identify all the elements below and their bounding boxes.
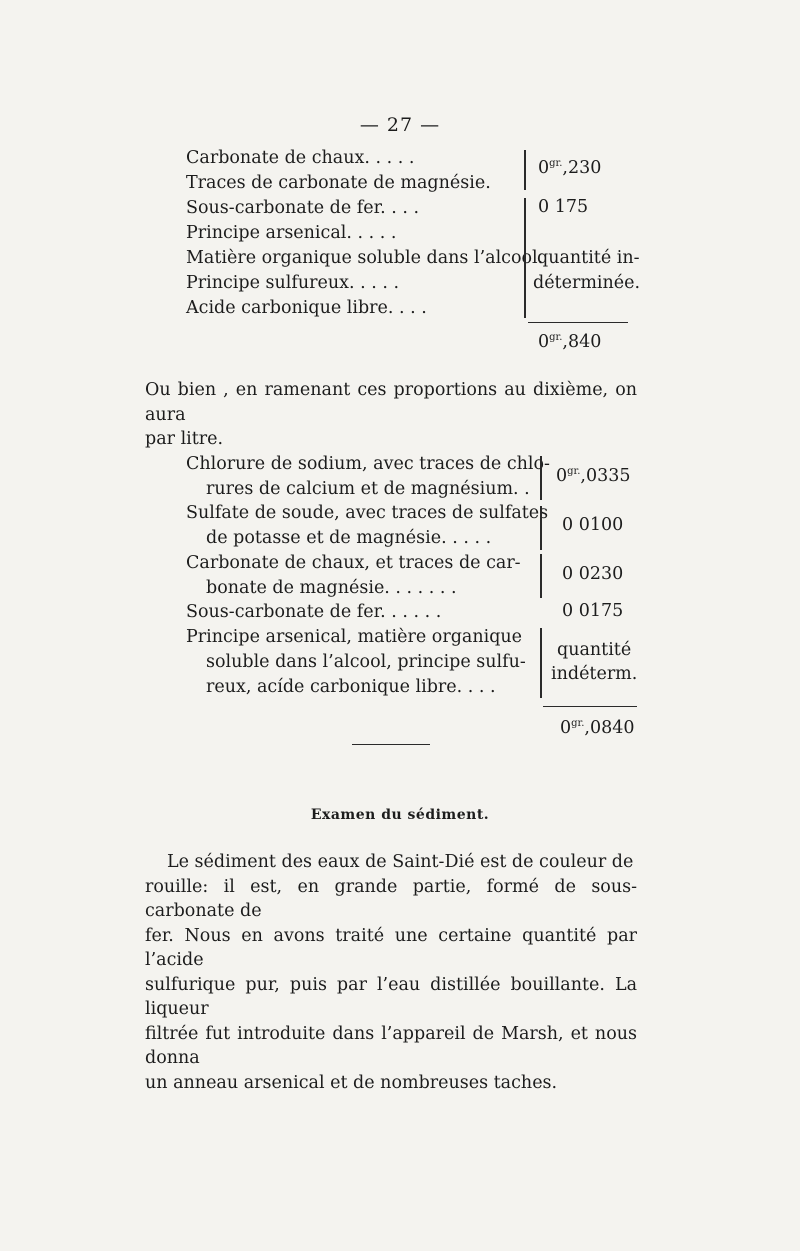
table1-total: $0^{gr.},840$	[538, 332, 602, 352]
table2-row: Chlorure de sodium, avec traces de chlo-	[186, 454, 550, 474]
table1-row: Sous-carbonate de fer. . . .	[186, 198, 420, 218]
paragraph-line: sulfurique pur, puis par l’eau distillée bouillante. La liqueur	[145, 974, 637, 1019]
table2-row: Carbonate de chaux, et traces de car-	[186, 553, 521, 573]
table1-row: Principe arsenical. . . . .	[186, 223, 397, 243]
paragraph-line: Le sédiment des eaux de Saint-Dié est de couleur de	[167, 852, 634, 872]
table1-value: $0^{gr.},230$	[538, 158, 602, 178]
intro-paragraph: Ou bien , en ramenant ces proportions au dixième, on aura par litre.	[145, 380, 637, 449]
sum-rule	[528, 322, 628, 323]
table2-value: 0 0175	[562, 601, 624, 621]
table2-row: soluble dans l’alcool, principe sulfu-	[206, 652, 526, 672]
table2-value: 0 0230	[562, 564, 624, 584]
table2-row: Principe arsenical, matière organique	[186, 627, 523, 647]
table2-row: rures de calcium et de magnésium. .	[206, 479, 530, 499]
table1-row: Acide carbonique libre. . . .	[186, 298, 427, 318]
table2-row: de potasse et de magnésie. . . . .	[206, 528, 492, 548]
brace	[540, 506, 542, 550]
table1-row: Matière organique soluble dans l’alcool.	[186, 248, 544, 268]
table2-value: quantité	[557, 640, 632, 660]
section-separator	[352, 744, 430, 745]
paragraph-line: rouille: il est, en grande partie, formé de sous-carbonate de	[145, 876, 637, 921]
sediment-paragraph	[145, 850, 637, 1095]
table2-value: $0^{gr.},0335$	[556, 466, 631, 486]
table2-row: bonate de magnésie. . . . . . .	[206, 578, 457, 598]
paragraph-line: filtrée fut introduite dans l’appareil de Marsh, et nous donna	[145, 1023, 637, 1068]
table1-value: déterminée.	[533, 273, 641, 293]
table2-total: $0^{gr.},0840$	[560, 718, 635, 738]
brace	[540, 554, 542, 598]
brace	[540, 628, 542, 698]
table1-value: 0 175	[538, 197, 589, 217]
table1-row: Carbonate de chaux. . . . .	[186, 148, 415, 168]
table1-row: Traces de carbonate de magnésie.	[186, 173, 491, 193]
brace	[524, 150, 526, 190]
table2-row: Sous-carbonate de fer. . . . . .	[186, 602, 442, 622]
brace	[540, 456, 542, 500]
brace	[524, 198, 526, 318]
table1-row: Principe sulfureux. . . . .	[186, 273, 400, 293]
section-heading: Examen du sédiment.	[310, 807, 490, 823]
paragraph-line: un anneau arsenical et de nombreuses taches.	[145, 1072, 558, 1093]
page-number: — 27 —	[359, 114, 441, 136]
paragraph-line: fer. Nous en avons traité une certaine quantité par l’acide	[145, 925, 637, 970]
table1-value: quantité in-	[537, 248, 640, 268]
table2-row: reux, acíde carbonique libre. . . .	[206, 677, 496, 697]
table2-row: Sulfate de soude, avec traces de sulfates	[186, 503, 549, 523]
table2-value: indéterm.	[551, 664, 638, 684]
table2-value: 0 0100	[562, 515, 624, 535]
sum-rule	[543, 706, 637, 707]
